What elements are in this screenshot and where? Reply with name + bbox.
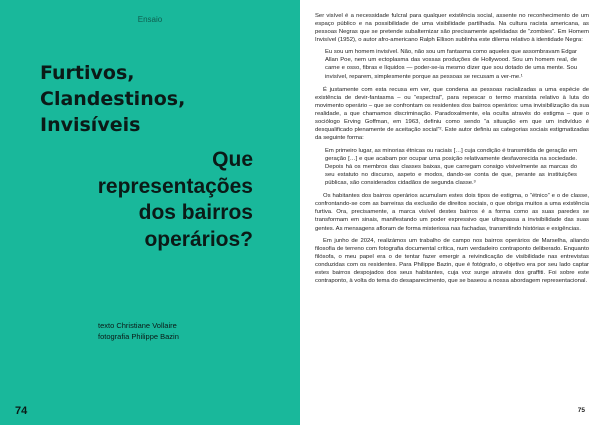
credits <box>98 320 179 342</box>
body-paragraph: É justamente com esta recusa em ver, que condena as pessoas racializadas a uma espécie de existência de devir-fantasma – ou “espectral”, para repescar o termo marxista relativo à luta do movimento operário – que se confrontam os residentes dos bairros operários: uma invisibilização da sua realidade, a que chamamos discriminação. Paradoxalmente, ela oculta através do estigma – que o sociólogo Erving Goffman, em 1963, definiu como sendo “a situação em que um indivíduo é desqualificado plenamente de aceitação social”². Este autor definiu as categorias sociais estigmatizadas da seguinte forma: <box>315 87 589 142</box>
body-paragraph: Ser visível é a necessidade fulcral para qualquer existência social, assente no reconhecimento de um espaço público e na possibilidade de uma visibilidade partilhada. Na cultura racista americana, as pessoas Negras que se pretende subalternizar são precisamente apelidadas de “zombies”. Em Homem Invisível (1952), o autor afro-americano Ralph Ellison sublinha este dilema relativo à identidade Negra: <box>315 13 589 44</box>
text-credit: texto Christiane Vollaire <box>98 321 177 330</box>
essay-subtitle-line: operários? <box>144 227 253 251</box>
essay-subtitle <box>13 147 253 253</box>
page-number-left: 74 <box>15 405 28 417</box>
essay-subtitle-line: representações <box>97 174 253 198</box>
essay-subtitle-line: dos bairros <box>138 201 253 224</box>
right-page <box>300 0 600 425</box>
photo-credit: fotografia Philippe Bazin <box>98 332 179 341</box>
section-tag: Ensaio <box>137 15 163 24</box>
essay-title-line: Clandestinos, <box>40 88 186 110</box>
essay-title <box>40 60 280 138</box>
block-quote: Eu sou um homem invisível. Não, não sou um fantasma como aqueles que assombravam Edgar Allan Poe, nem um ectoplasma das vossas produções de Hollywood. Sou um homem real, de carne e osso, fibras e líquidos — poder-se-ia mesmo dizer que sou dotado de uma mente. Sou invisível, reparem, simplesmente porque as pessoas se recusam a ver-me.¹ <box>325 49 577 80</box>
block-quote: Em primeiro lugar, as minorias étnicas ou raciais […] cuja condição é transmitida de geração em geração […] e que acabam por ocupar uma posição relativamente desfavorecida na sociedade. Depois há os membros das classes baixas, que carregam consigo visivelmente as marcas do seu estatuto no discurso, aspeto e modos, dando-se conta de que, perante as instituições públicas, são considerados cidadãos de segunda classe.³ <box>325 147 577 186</box>
essay-title-line: Furtivos, <box>40 62 135 84</box>
essay-title-line: Invisíveis <box>40 114 141 136</box>
essay-body <box>315 12 589 289</box>
page-number-right: 75 <box>577 407 585 414</box>
body-paragraph: Os habitantes dos bairros operários acumulam estes dois tipos de estigma, o “étnico” e o de classe, confrontando-se com as barreiras da exclusão de direitos sociais, o que obriga muitos a uma existência furtiva. Ora, precisamente, a marca visível destes bairros é a forma como as suas paredes se transformam em sinais, manifestando um poder expressivo que ultrapassa a invisibilidade das suas gentes. As mensagens afloram de forma misteriosa nas fachadas, transmitindo histórias e exigências. <box>315 193 589 232</box>
essay-subtitle-line: Que <box>212 148 253 171</box>
body-paragraph: Em junho de 2024, realizámos um trabalho de campo nos bairros operários de Marselha, aliando filosofia de terreno com fotografia documental crítica, num verdadeiro contraponto deliberado. Enquanto filósofa, o meu papel era o de tentar fazer emergir a reivindicação de visibilidade nas entrevistas conduzidas com os residentes. Para Philippe Bazin, que é fotógrafo, o objetivo era por seu lado captar estes bairros despojados dos seus habitantes, cuja voz surge através dos graffiti. Foi sobre este contraponto, à volta do tema do desaparecimento, que se baseou a nossa abordagem representacional. <box>315 237 589 284</box>
